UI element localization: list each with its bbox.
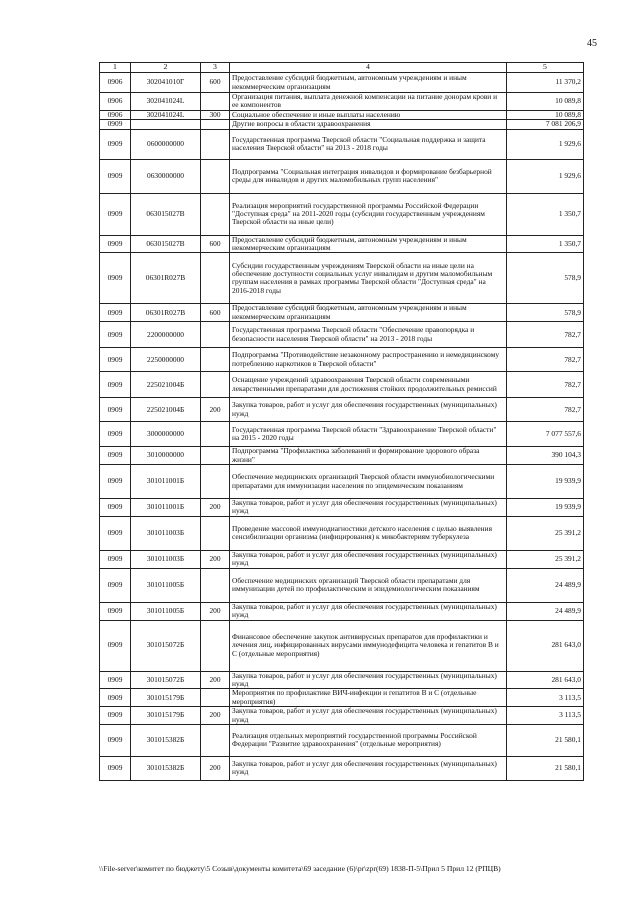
expense-type-cell: [201, 620, 230, 671]
section-code-cell: 0909: [100, 120, 131, 129]
amount-cell: 390 104,3: [507, 447, 584, 465]
section-code-cell: 0909: [100, 193, 131, 235]
target-code-cell: 301011005Б: [131, 602, 201, 620]
table-header-row: [100, 63, 584, 73]
item-name-cell: Обеспечение медицинских организаций Тверской области препаратами для иммунизации детей по профилактическим и эпидемиологическим показаниям: [230, 568, 507, 602]
table-row: [100, 129, 584, 159]
item-name-cell: Государственная программа Тверской области "Обеспечение правопорядка и безопасности населения Тверской области" на 2013 - 2018 годы: [230, 322, 507, 348]
amount-cell: 1 929,6: [507, 159, 584, 193]
section-code-cell: 0909: [100, 422, 131, 447]
target-code-cell: 301015382Б: [131, 724, 201, 756]
expense-type-cell: 200: [201, 499, 230, 517]
amount-cell: 1 350,7: [507, 193, 584, 235]
amount-cell: 7 081 206,9: [507, 120, 584, 129]
amount-cell: 10 089,8: [507, 110, 584, 119]
target-code-cell: 302041024L: [131, 110, 201, 119]
amount-cell: 782,7: [507, 372, 584, 398]
expense-type-cell: [201, 465, 230, 499]
item-name-cell: Реализация мероприятий государственной программы Российской Федерации "Доступная среда" на 2011-2020 годы (субсидии государственным учреждениям Тверской области на иные цели): [230, 193, 507, 235]
item-name-cell: Проведение массовой иммунодиагностики детского населения с целью выявления сенсибилизации организма (инфицирования) к микобактериям туберкулеза: [230, 516, 507, 550]
amount-cell: 782,7: [507, 348, 584, 372]
section-code-cell: 0906: [100, 73, 131, 93]
table-row: [100, 422, 584, 447]
item-name-cell: Закупка товаров, работ и услуг для обеспечения государственных (муниципальных) нужд: [230, 707, 507, 725]
expense-type-cell: [201, 348, 230, 372]
amount-cell: 1 350,7: [507, 235, 584, 253]
header-cell: 2: [131, 63, 201, 73]
expense-type-cell: 600: [201, 235, 230, 253]
section-code-cell: 0909: [100, 689, 131, 707]
table-row: [100, 671, 584, 689]
target-code-cell: 225021004Б: [131, 372, 201, 398]
section-code-cell: 0909: [100, 304, 131, 322]
expense-type-cell: 300: [201, 110, 230, 119]
header-cell: 4: [230, 63, 507, 73]
item-name-cell: Субсидии государственным учреждениям Тверской области на иные цели на обеспечение доступности социальных услуг инвалидам и другим маломобильным группам населения в рамках программы Тверской области "Доступная среда" на 2016-2018 годы: [230, 253, 507, 304]
expense-type-cell: 200: [201, 398, 230, 422]
expense-type-cell: [201, 322, 230, 348]
target-code-cell: 301011001Б: [131, 499, 201, 517]
item-name-cell: Закупка товаров, работ и услуг для обеспечения государственных (муниципальных) нужд: [230, 602, 507, 620]
item-name-cell: Закупка товаров, работ и услуг для обеспечения государственных (муниципальных) нужд: [230, 671, 507, 689]
amount-cell: 10 089,8: [507, 93, 584, 111]
table-row: [100, 253, 584, 304]
amount-cell: 7 077 557,6: [507, 422, 584, 447]
table-row: [100, 193, 584, 235]
table-row: [100, 447, 584, 465]
target-code-cell: [131, 120, 201, 129]
amount-cell: 3 113,5: [507, 689, 584, 707]
expense-type-cell: [201, 689, 230, 707]
section-code-cell: 0909: [100, 348, 131, 372]
amount-cell: 3 113,5: [507, 707, 584, 725]
item-name-cell: Закупка товаров, работ и услуг для обеспечения государственных (муниципальных) нужд: [230, 756, 507, 780]
section-code-cell: 0909: [100, 756, 131, 780]
amount-cell: 578,9: [507, 253, 584, 304]
table-row: [100, 602, 584, 620]
table-row: [100, 322, 584, 348]
table-row: [100, 756, 584, 780]
target-code-cell: 301015382Б: [131, 756, 201, 780]
section-code-cell: 0909: [100, 447, 131, 465]
item-name-cell: Финансовое обеспечение закупок антивирусных препаратов для профилактики и лечения лиц, инфицированных вирусами иммунодефицита человека и гепатитов В и С (отдельные мероприятия): [230, 620, 507, 671]
expense-type-cell: [201, 93, 230, 111]
section-code-cell: 0909: [100, 253, 131, 304]
section-code-cell: 0909: [100, 550, 131, 568]
amount-cell: 11 370,2: [507, 73, 584, 93]
amount-cell: 24 489,9: [507, 602, 584, 620]
item-name-cell: Предоставление субсидий бюджетным, автономным учреждениям и иным некоммерческим организациям: [230, 73, 507, 93]
amount-cell: 25 391,2: [507, 550, 584, 568]
section-code-cell: 0906: [100, 110, 131, 119]
section-code-cell: 0909: [100, 707, 131, 725]
section-code-cell: 0909: [100, 602, 131, 620]
table-row: [100, 348, 584, 372]
item-name-cell: Другие вопросы в области здравоохранения: [230, 120, 507, 129]
table-row: [100, 724, 584, 756]
amount-cell: 281 643,0: [507, 671, 584, 689]
item-name-cell: Социальное обеспечение и иные выплаты населению: [230, 110, 507, 119]
expense-type-cell: [201, 568, 230, 602]
header-cell: 5: [507, 63, 584, 73]
section-code-cell: 0909: [100, 398, 131, 422]
target-code-cell: 301015072Б: [131, 620, 201, 671]
table-row: [100, 550, 584, 568]
target-code-cell: 302041010Г: [131, 73, 201, 93]
item-name-cell: Государственная программа Тверской области "Социальная поддержка и защита населения Тверской области" на 2013 - 2018 годы: [230, 129, 507, 159]
expense-type-cell: [201, 724, 230, 756]
expense-type-cell: [201, 120, 230, 129]
target-code-cell: 063015027В: [131, 193, 201, 235]
target-code-cell: 06301R027В: [131, 304, 201, 322]
amount-cell: 21 580,1: [507, 724, 584, 756]
file-path-footer: \\File-server\комитет по бюджету\5 Созыв\документы комитета\69 заседание (6)\pr\zpr(69) 1838-П-5\Прил 5 Прил 12 (РПЦВ): [99, 864, 501, 873]
target-code-cell: 301011005Б: [131, 568, 201, 602]
target-code-cell: 3000000000: [131, 422, 201, 447]
table-row: [100, 516, 584, 550]
target-code-cell: 301011001Б: [131, 465, 201, 499]
target-code-cell: 0630000000: [131, 159, 201, 193]
table-row: [100, 689, 584, 707]
section-code-cell: 0909: [100, 235, 131, 253]
amount-cell: 782,7: [507, 322, 584, 348]
target-code-cell: 301015072Б: [131, 671, 201, 689]
item-name-cell: Организация питания, выплата денежной компенсации на питание донорам крови и ее компонентов: [230, 93, 507, 111]
table-row: [100, 568, 584, 602]
section-code-cell: 0909: [100, 568, 131, 602]
table-row: [100, 465, 584, 499]
expense-type-cell: [201, 372, 230, 398]
expense-type-cell: [201, 422, 230, 447]
amount-cell: 19 939,9: [507, 465, 584, 499]
target-code-cell: 225021004Б: [131, 398, 201, 422]
amount-cell: 782,7: [507, 398, 584, 422]
item-name-cell: Закупка товаров, работ и услуг для обеспечения государственных (муниципальных) нужд: [230, 499, 507, 517]
amount-cell: 19 939,9: [507, 499, 584, 517]
amount-cell: 1 929,6: [507, 129, 584, 159]
item-name-cell: Подпрограмма "Профилактика заболеваний и формирование здорового образа жизни": [230, 447, 507, 465]
table-row: [100, 159, 584, 193]
item-name-cell: Подпрограмма "Противодействие незаконному распространению и немедицинскому потреблению наркотиков в Тверской области": [230, 348, 507, 372]
item-name-cell: Предоставление субсидий бюджетным, автономным учреждениям и иным некоммерческим организациям: [230, 304, 507, 322]
target-code-cell: 2250000000: [131, 348, 201, 372]
item-name-cell: Предоставление субсидий бюджетным, автономным учреждениям и иным некоммерческим организациям: [230, 235, 507, 253]
amount-cell: 25 391,2: [507, 516, 584, 550]
expense-type-cell: [201, 253, 230, 304]
expense-type-cell: [201, 129, 230, 159]
section-code-cell: 0909: [100, 499, 131, 517]
table-row: [100, 93, 584, 111]
table-row: [100, 499, 584, 517]
section-code-cell: 0909: [100, 465, 131, 499]
expense-type-cell: [201, 159, 230, 193]
expense-type-cell: [201, 447, 230, 465]
table-row: [100, 110, 584, 119]
table-row: [100, 120, 584, 129]
section-code-cell: 0906: [100, 93, 131, 111]
section-code-cell: 0909: [100, 159, 131, 193]
amount-cell: 24 489,9: [507, 568, 584, 602]
table-row: [100, 73, 584, 93]
page-number: 45: [587, 38, 597, 49]
target-code-cell: 0600000000: [131, 129, 201, 159]
item-name-cell: Закупка товаров, работ и услуг для обеспечения государственных (муниципальных) нужд: [230, 398, 507, 422]
expense-type-cell: 600: [201, 73, 230, 93]
header-cell: 1: [100, 63, 131, 73]
target-code-cell: 301011003Б: [131, 550, 201, 568]
item-name-cell: Мероприятия по профилактике ВИЧ-инфекции и гепатитов В и С (отдельные мероприятия): [230, 689, 507, 707]
table-row: [100, 398, 584, 422]
amount-cell: 578,9: [507, 304, 584, 322]
section-code-cell: 0909: [100, 516, 131, 550]
amount-cell: 21 580,1: [507, 756, 584, 780]
table-row: [100, 235, 584, 253]
item-name-cell: Закупка товаров, работ и услуг для обеспечения государственных (муниципальных) нужд: [230, 550, 507, 568]
expense-type-cell: 200: [201, 756, 230, 780]
item-name-cell: Государственная программа Тверской области "Здравоохранение Тверской области" на 2015 - 2020 годы: [230, 422, 507, 447]
target-code-cell: 301011003Б: [131, 516, 201, 550]
expense-type-cell: 200: [201, 671, 230, 689]
expense-type-cell: [201, 516, 230, 550]
section-code-cell: 0909: [100, 372, 131, 398]
table-row: [100, 372, 584, 398]
target-code-cell: 301015179Б: [131, 707, 201, 725]
expense-type-cell: 200: [201, 602, 230, 620]
expense-type-cell: 600: [201, 304, 230, 322]
section-code-cell: 0909: [100, 620, 131, 671]
section-code-cell: 0909: [100, 671, 131, 689]
header-cell: 3: [201, 63, 230, 73]
item-name-cell: Реализация отдельных мероприятий государственной программы Российской Федерации "Развитие здравоохранения" (отдельные мероприятия): [230, 724, 507, 756]
table-row: [100, 620, 584, 671]
target-code-cell: 2200000000: [131, 322, 201, 348]
amount-cell: 281 643,0: [507, 620, 584, 671]
expense-type-cell: 200: [201, 707, 230, 725]
expense-type-cell: 200: [201, 550, 230, 568]
item-name-cell: Обеспечение медицинских организаций Тверской области иммунобиологическими препаратами для иммунизации населения по эпидемическим показаниям: [230, 465, 507, 499]
section-code-cell: 0909: [100, 129, 131, 159]
target-code-cell: 301015179Б: [131, 689, 201, 707]
item-name-cell: Подпрограмма "Социальная интеграция инвалидов и формирование безбарьерной среды для инвалидов и других маломобильных групп населения": [230, 159, 507, 193]
table-row: [100, 707, 584, 725]
target-code-cell: 3010000000: [131, 447, 201, 465]
budget-table: [99, 62, 584, 781]
target-code-cell: 302041024L: [131, 93, 201, 111]
section-code-cell: 0909: [100, 322, 131, 348]
section-code-cell: 0909: [100, 724, 131, 756]
item-name-cell: Оснащение учреждений здравоохранения Тверской области современными лекарственными препаратами для достижения стойких продолжительных ремиссий: [230, 372, 507, 398]
target-code-cell: 06301R027В: [131, 253, 201, 304]
target-code-cell: 063015027В: [131, 235, 201, 253]
table-row: [100, 304, 584, 322]
expense-type-cell: [201, 193, 230, 235]
